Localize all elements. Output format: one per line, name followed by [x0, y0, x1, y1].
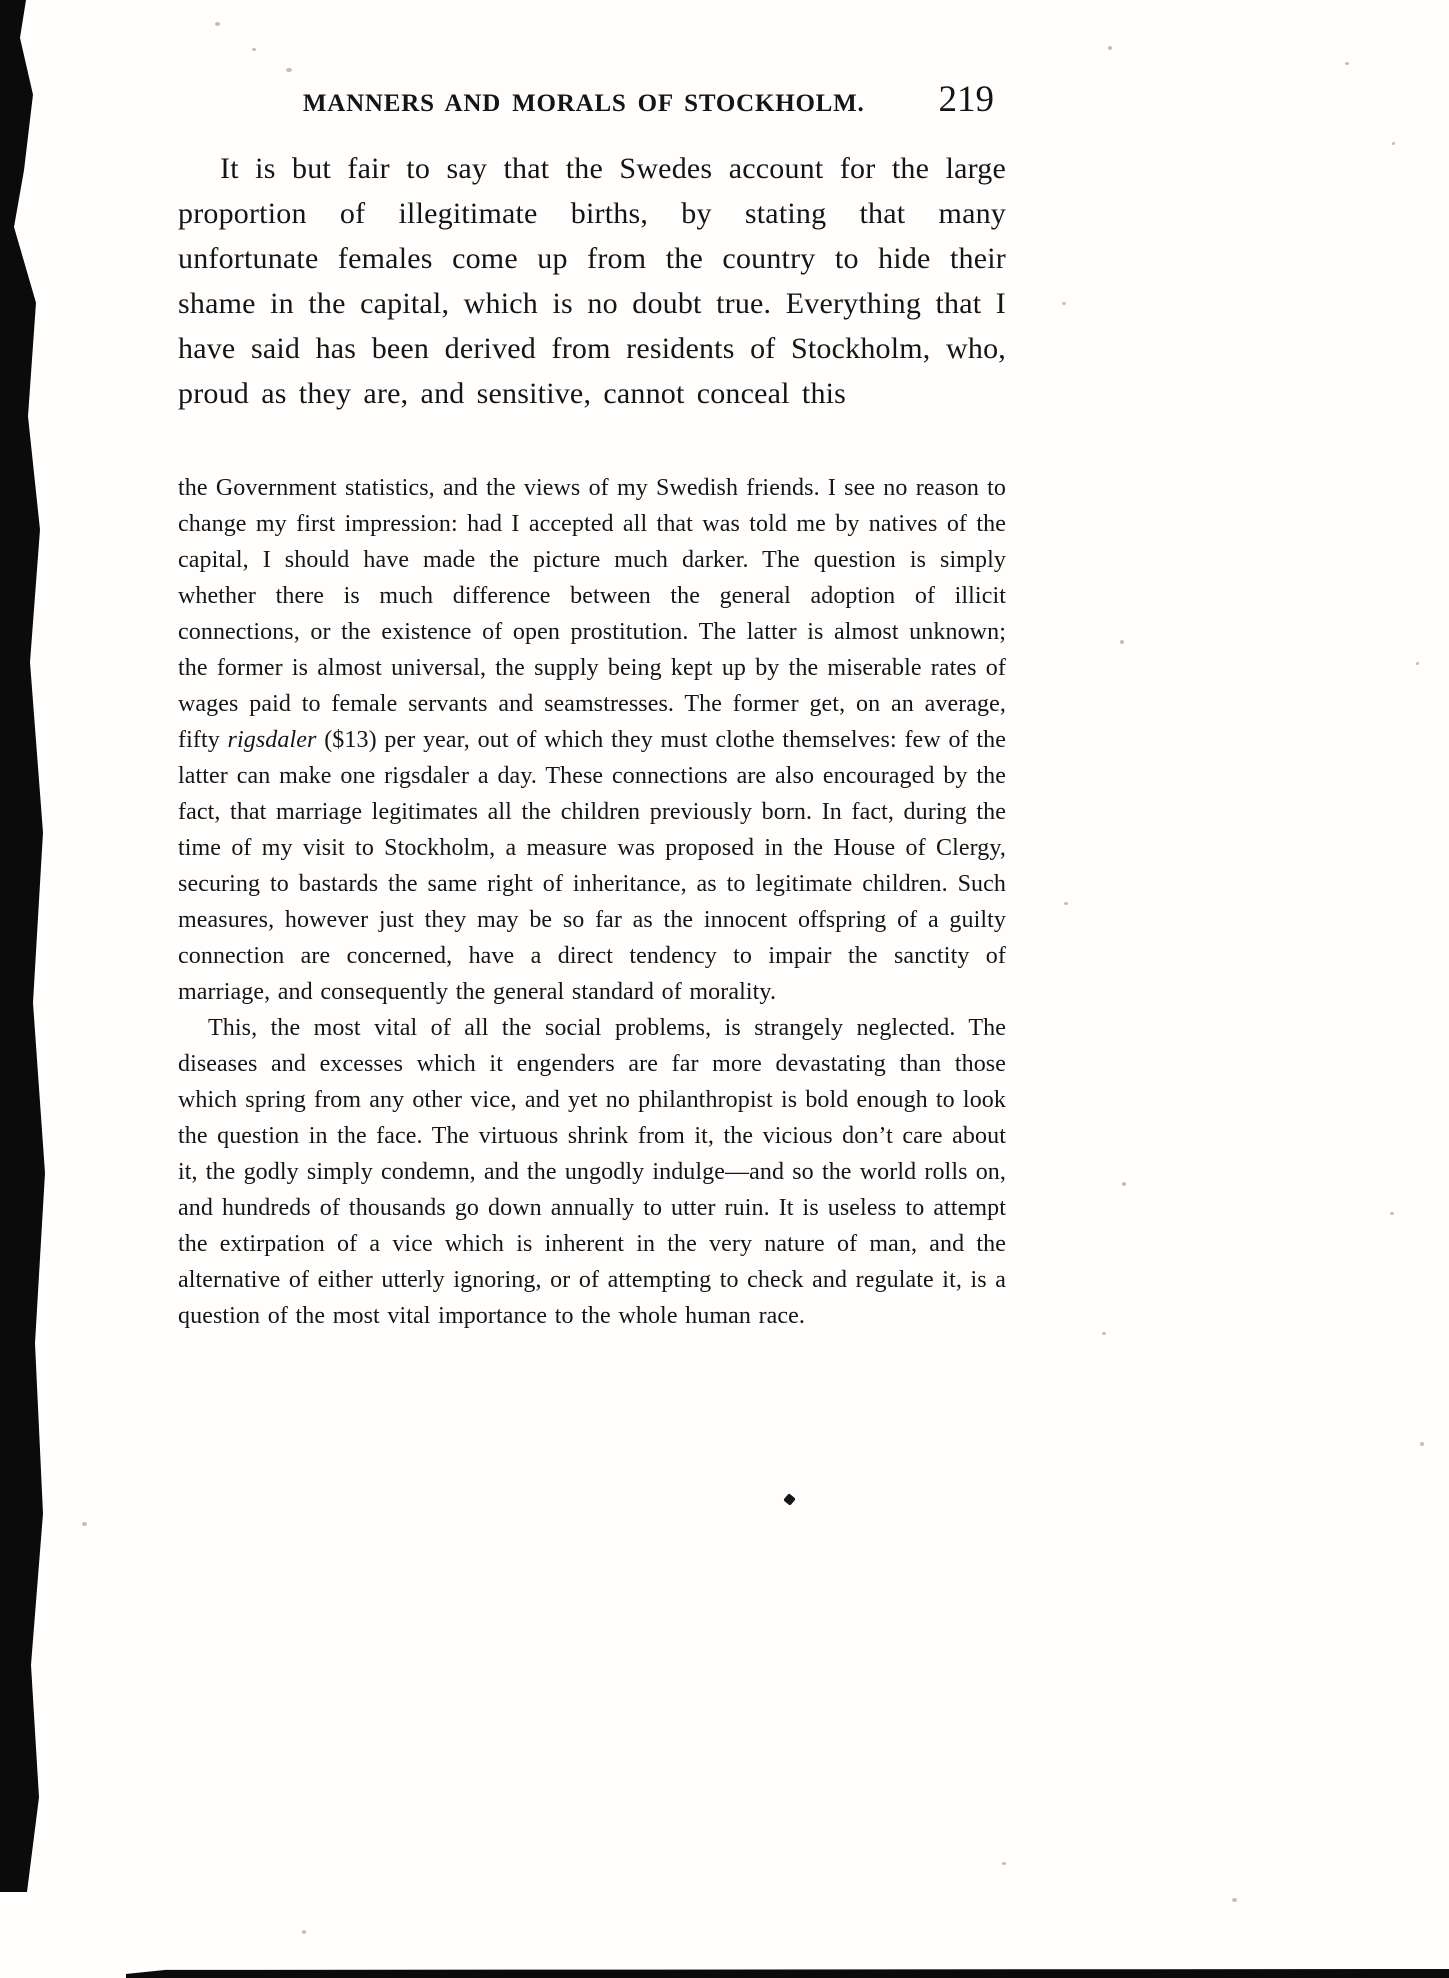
scan-speckle	[1345, 62, 1349, 65]
scan-speckle	[1390, 1212, 1394, 1215]
scan-speckle	[1062, 302, 1066, 305]
scan-speckle	[286, 68, 292, 72]
page-header	[178, 80, 1006, 130]
scan-edge-left	[0, 0, 48, 1892]
footnote-paragraph	[178, 1010, 1006, 1334]
footnote-italic-term: rigsdaler	[227, 727, 317, 753]
footnote-text: ($13) per year, out of which they must clothe themselves: few of the latter can make one rigsdaler a day. These connections are also encouraged by the fact, that marriage legitimates all the children previously born. In fact, during the time of my visit to Stockholm, a measure was proposed in the House of Clergy, securing to bastards the same right of inheritance, as to legitimate children. Such measures, however just they may be so far as the innocent offspring of a guilty connection are concerned, have a direct tendency to impair the sanctity of marriage, and consequently the general standard of morality.	[178, 727, 1006, 1005]
scan-speckle	[1108, 46, 1112, 50]
running-title: MANNERS AND MORALS OF STOCKHOLM.	[302, 90, 865, 117]
scan-speckle	[1420, 1442, 1424, 1446]
footnote-text: the Government statistics, and the views of my Swedish friends. I see no reason to change my first impression: had I accepted all that was told me by natives of the capital, I should have made the picture much darker. The question is simply whether there is much difference between the general adoption of illicit connections, or the existence of open prostitution. The latter is almost unknown; the former is almost universal, the supply being kept up by the miserable rates of wages paid to female servants and seamstresses. The former get, on an average, fifty	[178, 475, 1006, 753]
scan-speckle	[82, 1522, 87, 1526]
scan-speckle	[215, 22, 220, 26]
footnote-paragraph	[178, 470, 1006, 1010]
scan-speckle	[302, 1930, 306, 1934]
page-content	[178, 80, 1006, 1334]
ink-mark	[783, 1493, 796, 1506]
footnote-text: This, the most vital of all the social problems, is strangely neglected. The diseases and excesses which it engenders are far more devastating than those which spring from any other vice, and yet no philanthropist is bold enough to look the question in the face. The virtuous shrink from it, the vicious don’t care about it, the godly simply condemn, and the ungodly indulge—and so the world rolls on, and hundreds of thousands go down annually to utter ruin. It is useless to attempt the extirpation of a vice which is inherent in the very nature of man, and the alternative of either utterly ignoring, or of attempting to check and regulate it, is a question of the most vital importance to the whole human race.	[178, 1015, 1006, 1329]
scan-speckle	[1120, 640, 1124, 644]
footnote-section	[178, 470, 1006, 1334]
scan-speckle	[1064, 902, 1068, 905]
scan-edge-bottom	[126, 1969, 1449, 1978]
page-number: 219	[938, 79, 994, 120]
scan-speckle	[1232, 1898, 1237, 1902]
scan-speckle	[1392, 142, 1395, 145]
scan-speckle	[1102, 1332, 1106, 1335]
scan-speckle	[1122, 1182, 1126, 1186]
body-paragraph: It is but fair to say that the Swedes account for the large proportion of illegitimate births, by stating that many unfortunate females come up from the country to hide their shame in the capital, which is no doubt true. Everything that I have said has been derived from residents of Stockholm, who, proud as they are, and sensitive, cannot conceal this	[178, 152, 1006, 410]
scan-speckle	[252, 48, 256, 51]
scan-speckle	[1002, 1862, 1006, 1865]
scan-speckle	[1416, 662, 1419, 665]
